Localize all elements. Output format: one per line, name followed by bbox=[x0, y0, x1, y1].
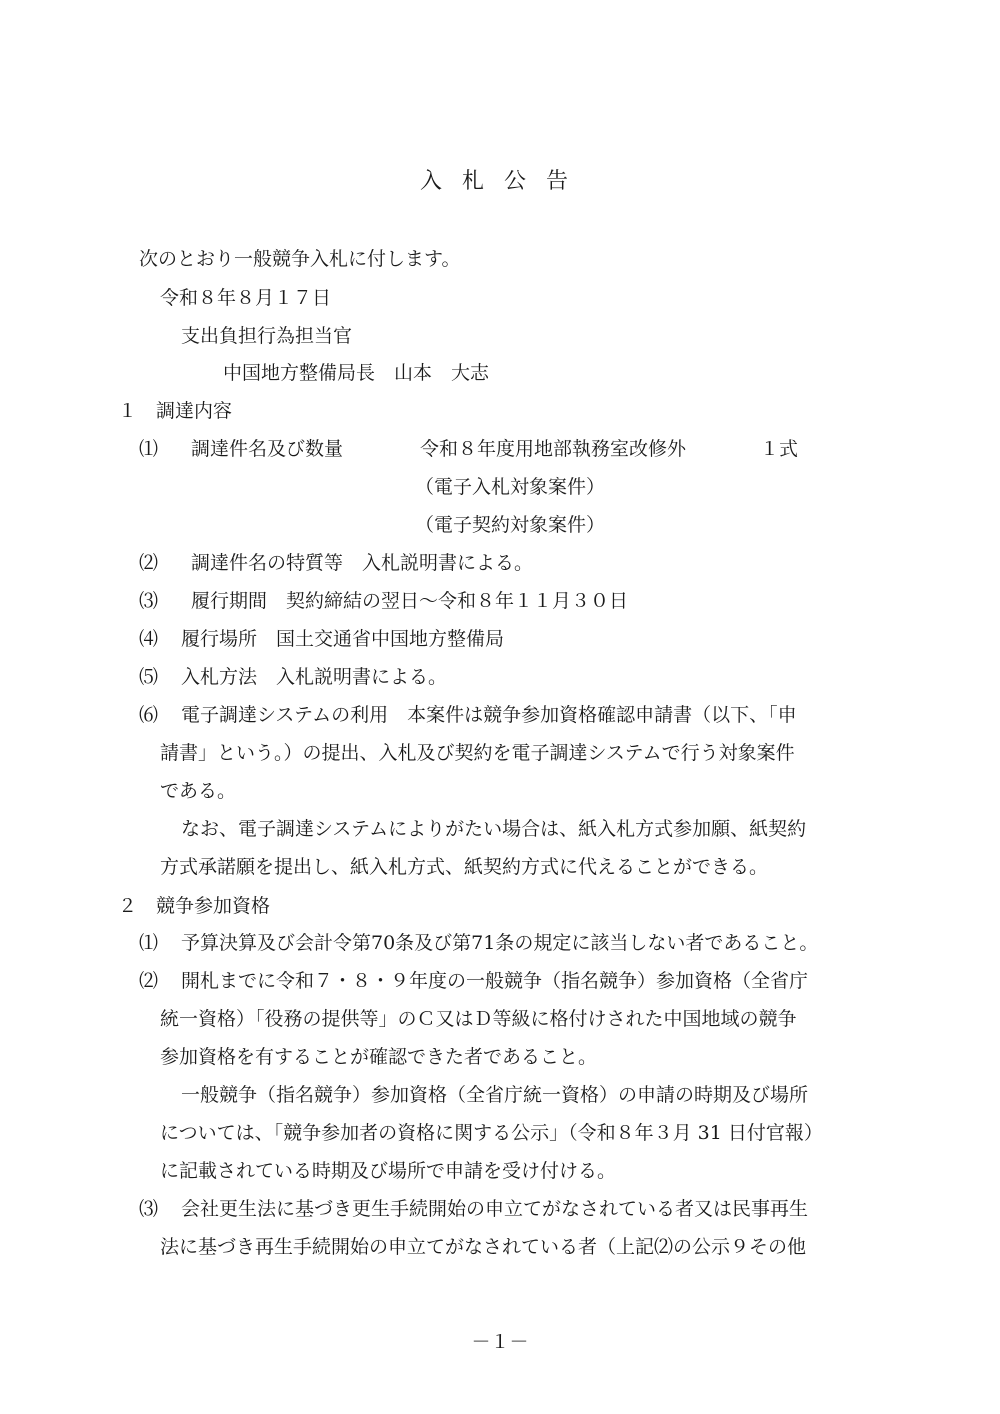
item-1-4-text: 履行場所 国土交通省中国地方整備局 bbox=[181, 628, 505, 650]
item-1-6-line-2: 請書」という。）の提出、入札及び契約を電子調達システムで行う対象案件 bbox=[160, 742, 795, 764]
item-1-1-note-e-bid: （電子入札対象案件） bbox=[415, 476, 606, 498]
item-1-6-number: ⑹ bbox=[139, 704, 159, 726]
item-1-6-line-3: である。 bbox=[160, 780, 237, 802]
item-1-6-line-5: 方式承諾願を提出し、紙入札方式、紙契約方式に代えることができる。 bbox=[160, 856, 769, 878]
page-number: －１－ bbox=[471, 1331, 529, 1353]
item-2-3-line-1: 会社更生法に基づき更生手続開始の申立てがなされている者又は民事再生 bbox=[181, 1198, 809, 1220]
item-1-1-label: 調達件名及び数量 bbox=[191, 438, 344, 460]
item-1-4-number: ⑷ bbox=[139, 628, 159, 650]
officer-title: 支出負担行為担当官 bbox=[181, 325, 353, 347]
intro-text: 次のとおり一般競争入札に付します。 bbox=[139, 248, 461, 270]
item-1-1-quantity: １式 bbox=[760, 438, 799, 460]
item-2-2-line-4: 一般競争（指名競争）参加資格（全省庁統一資格）の申請の時期及び場所 bbox=[181, 1084, 809, 1106]
item-1-3-text: 履行期間 契約締結の翌日～令和８年１１月３０日 bbox=[191, 590, 629, 612]
item-2-2-line-6: に記載されている時期及び場所で申請を受け付ける。 bbox=[160, 1160, 617, 1182]
item-2-1-number: ⑴ bbox=[139, 932, 159, 954]
item-1-1-note-e-contract: （電子契約対象案件） bbox=[415, 514, 606, 536]
notice-date: 令和８年８月１７日 bbox=[160, 287, 332, 309]
section-2-heading: ２ 競争参加資格 bbox=[118, 895, 271, 917]
item-1-1-value: 令和８年度用地部執務室改修外 bbox=[420, 438, 687, 460]
item-1-5-text: 入札方法 入札説明書による。 bbox=[181, 666, 448, 688]
item-1-6-line-1: 電子調達システムの利用 本案件は競争参加資格確認申請書（以下、「申 bbox=[181, 704, 797, 726]
item-2-1-text: 予算決算及び会計令第70条及び第71条の規定に該当しない者であること。 bbox=[181, 932, 819, 954]
item-1-3-number: ⑶ bbox=[139, 590, 159, 612]
section-1-heading: １ 調達内容 bbox=[118, 400, 233, 422]
item-1-5-number: ⑸ bbox=[139, 666, 159, 688]
officer-name: 中国地方整備局長 山本 大志 bbox=[223, 362, 490, 384]
item-1-6-line-4: なお、電子調達システムによりがたい場合は、紙入札方式参加願、紙契約 bbox=[181, 818, 807, 840]
item-2-2-line-2: 統一資格）「役務の提供等」のＣ又はＤ等級に格付けされた中国地域の競争 bbox=[160, 1008, 797, 1030]
item-2-2-line-1: 開札までに令和７・８・９年度の一般競争（指名競争）参加資格（全省庁 bbox=[181, 970, 809, 992]
item-1-2-number: ⑵ bbox=[139, 552, 159, 574]
document-title: 入札公告 bbox=[419, 169, 588, 194]
item-1-2-text: 調達件名の特質等 入札説明書による。 bbox=[191, 552, 534, 574]
item-2-2-number: ⑵ bbox=[139, 970, 159, 992]
item-2-3-number: ⑶ bbox=[139, 1198, 159, 1220]
item-2-2-line-3: 参加資格を有することが確認できた者であること。 bbox=[160, 1046, 598, 1068]
item-1-1-number: ⑴ bbox=[139, 438, 159, 460]
item-2-2-line-5: については、「競争参加者の資格に関する公示」（令和８年３月 31 日付官報） bbox=[160, 1122, 823, 1144]
item-2-3-line-2: 法に基づき再生手続開始の申立てがなされている者（上記⑵の公示９その他 bbox=[160, 1236, 807, 1258]
